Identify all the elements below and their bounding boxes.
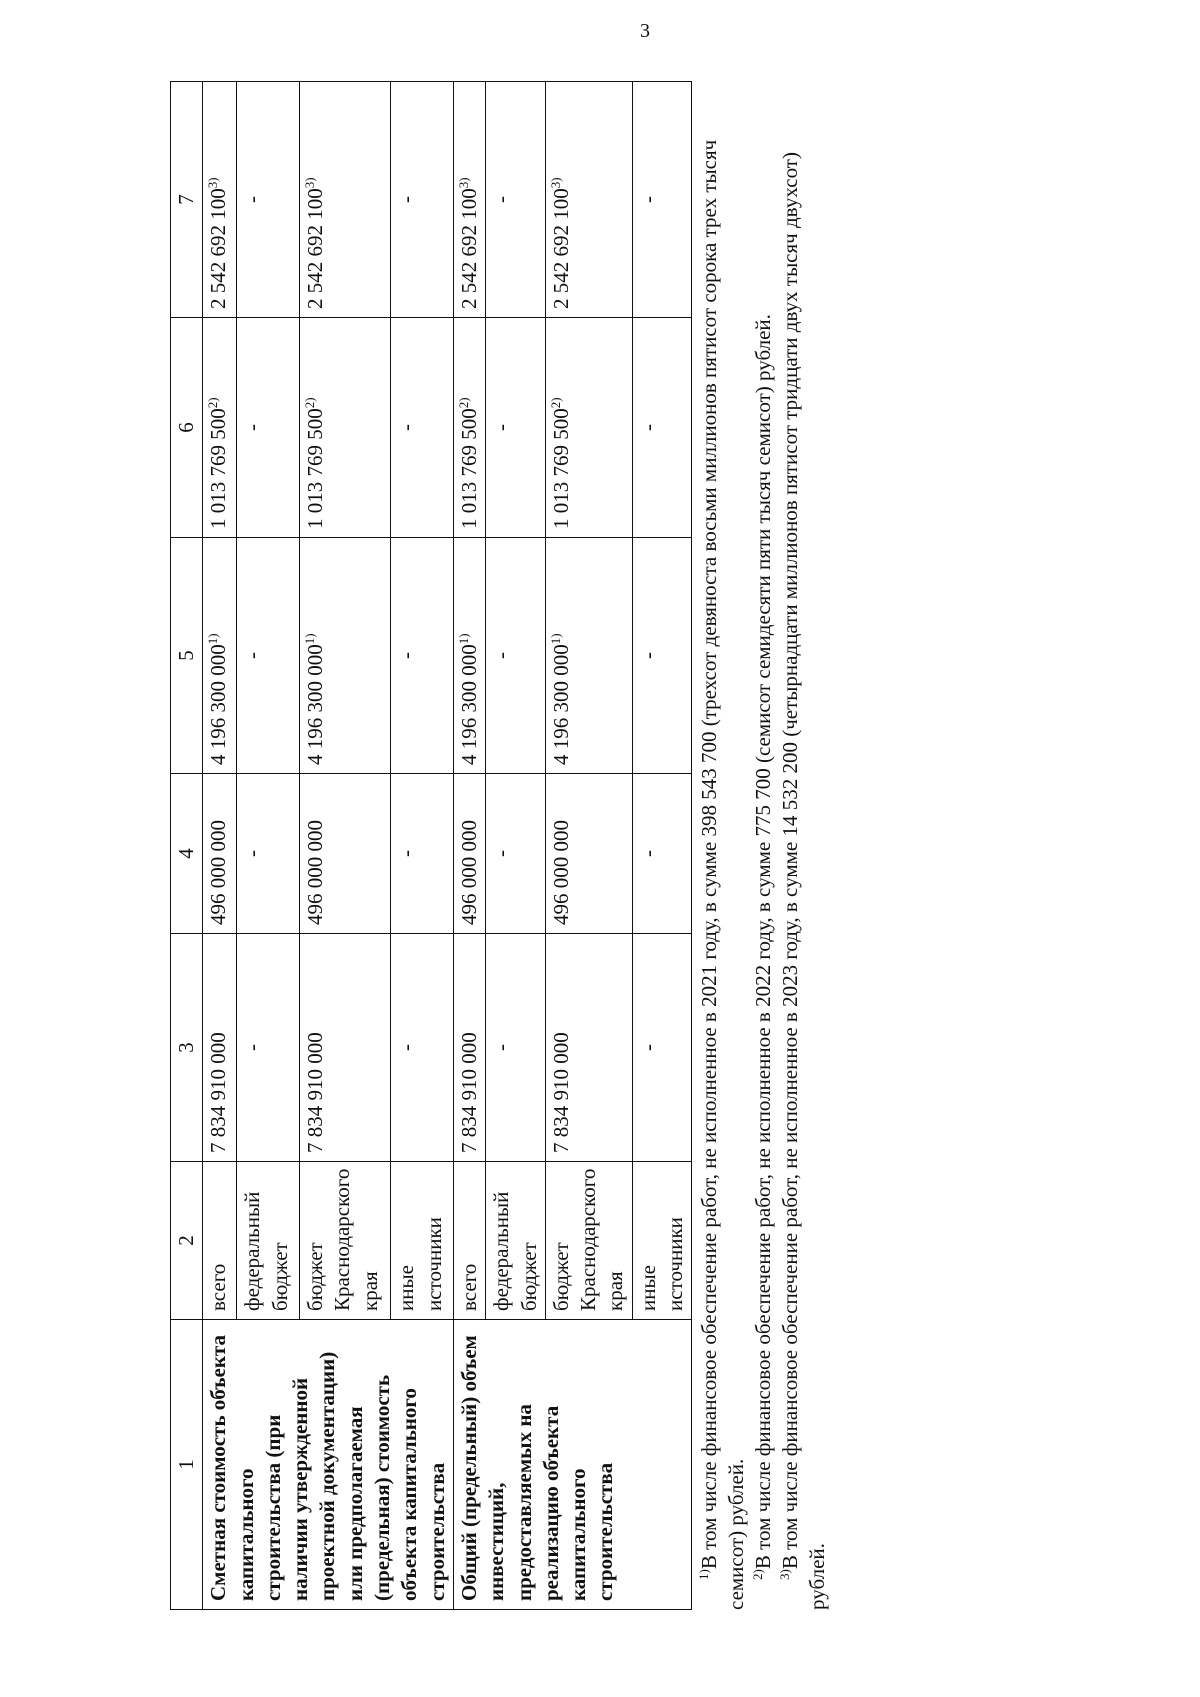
cell-c5: 4 196 300 000$^{1)}$ bbox=[453, 538, 485, 774]
cell-c3: 7 834 910 000 bbox=[299, 934, 390, 1162]
cell-c7: - bbox=[632, 82, 692, 318]
funding-source: иные источники bbox=[391, 1162, 454, 1320]
header-cell: 1 bbox=[171, 1320, 203, 1610]
cell-c7: 2 542 692 100$^{3)}$ bbox=[299, 82, 390, 318]
funding-source: всего bbox=[203, 1162, 237, 1320]
cell-c6: - bbox=[391, 318, 454, 538]
funding-source: бюджет Краснодарского края bbox=[545, 1162, 632, 1320]
table-header-row bbox=[171, 82, 203, 1610]
cell-c3: 7 834 910 000 bbox=[453, 934, 485, 1162]
cell-c4: 496 000 000 bbox=[545, 774, 632, 934]
cell-c4: - bbox=[391, 774, 454, 934]
cell-c6: - bbox=[632, 318, 692, 538]
footnote: $^{1)}$В том числе финансовое обеспечение работ, не исполненное в 2021 году, в сумме 398 543 700 (трехсот девяноста восьми миллионов пятисот сорока трех тысяч семисот) рублей. bbox=[696, 139, 749, 1610]
funding-source: иные источники bbox=[632, 1162, 692, 1320]
funding-source: бюджет Краснодарского края bbox=[299, 1162, 390, 1320]
funding-source: федеральный бюджет bbox=[486, 1162, 546, 1320]
cell-c3: - bbox=[486, 934, 546, 1162]
rotated-content bbox=[170, 70, 910, 1610]
cell-c5: - bbox=[391, 538, 454, 774]
cell-c3: - bbox=[237, 934, 300, 1162]
cell-c6: 1 013 769 500$^{2)}$ bbox=[453, 318, 485, 538]
cell-c6: 1 013 769 500$^{2)}$ bbox=[203, 318, 237, 538]
investment-table bbox=[170, 81, 692, 1610]
cell-c5: 4 196 300 000$^{1)}$ bbox=[299, 538, 390, 774]
footnotes bbox=[696, 82, 830, 1610]
page-number: 3 bbox=[640, 20, 650, 42]
table-row bbox=[453, 82, 485, 1610]
cell-c6: - bbox=[237, 318, 300, 538]
header-cell: 5 bbox=[171, 538, 203, 774]
cell-c5: - bbox=[237, 538, 300, 774]
footnote: $^{2)}$В том числе финансовое обеспечение работ, не исполненное в 2022 году, в сумме 775 700 (семисот семидесяти пяти тысяч семисот) рублей. bbox=[750, 314, 776, 1580]
footnote: $^{3)}$В том числе финансовое обеспечение работ, не исполненное в 2023 году, в сумме 14 532 200 (четырнадцати миллионов пятисот тридцати двух тысяч двухсот) рублей. bbox=[776, 152, 829, 1610]
header-cell: 3 bbox=[171, 934, 203, 1162]
cell-c7: 2 542 692 100$^{3)}$ bbox=[203, 82, 237, 318]
cell-c7: - bbox=[486, 82, 546, 318]
cell-c7: 2 542 692 100$^{3)}$ bbox=[453, 82, 485, 318]
cell-c4: - bbox=[237, 774, 300, 934]
cell-c4: 496 000 000 bbox=[299, 774, 390, 934]
cell-c3: - bbox=[391, 934, 454, 1162]
group-title: Общий (предельный) объем инвестиций, предоставляемых на реализацию объекта капитального строительства bbox=[453, 1320, 691, 1610]
cell-c3: 7 834 910 000 bbox=[545, 934, 632, 1162]
table-row bbox=[203, 82, 237, 1610]
cell-c5: - bbox=[486, 538, 546, 774]
group-title: Сметная стоимость объекта капитального строительства (при наличии утвержденной проектной документации) или предполагаемая (предельная) стоимость объекта капитального строительства bbox=[203, 1320, 454, 1610]
funding-source: всего bbox=[453, 1162, 485, 1320]
cell-c7: - bbox=[237, 82, 300, 318]
cell-c5: 4 196 300 000$^{1)}$ bbox=[203, 538, 237, 774]
cell-c7: - bbox=[391, 82, 454, 318]
header-cell: 2 bbox=[171, 1162, 203, 1320]
cell-c6: - bbox=[486, 318, 546, 538]
cell-c3: - bbox=[632, 934, 692, 1162]
cell-c6: 1 013 769 500$^{2)}$ bbox=[299, 318, 390, 538]
header-cell: 6 bbox=[171, 318, 203, 538]
cell-c4: - bbox=[486, 774, 546, 934]
cell-c3: 7 834 910 000 bbox=[203, 934, 237, 1162]
cell-c7: 2 542 692 100$^{3)}$ bbox=[545, 82, 632, 318]
cell-c5: - bbox=[632, 538, 692, 774]
funding-source: федеральный бюджет bbox=[237, 1162, 300, 1320]
cell-c5: 4 196 300 000$^{1)}$ bbox=[545, 538, 632, 774]
cell-c4: 496 000 000 bbox=[453, 774, 485, 934]
cell-c6: 1 013 769 500$^{2)}$ bbox=[545, 318, 632, 538]
cell-c4: - bbox=[632, 774, 692, 934]
header-cell: 4 bbox=[171, 774, 203, 934]
header-cell: 7 bbox=[171, 82, 203, 318]
cell-c4: 496 000 000 bbox=[203, 774, 237, 934]
